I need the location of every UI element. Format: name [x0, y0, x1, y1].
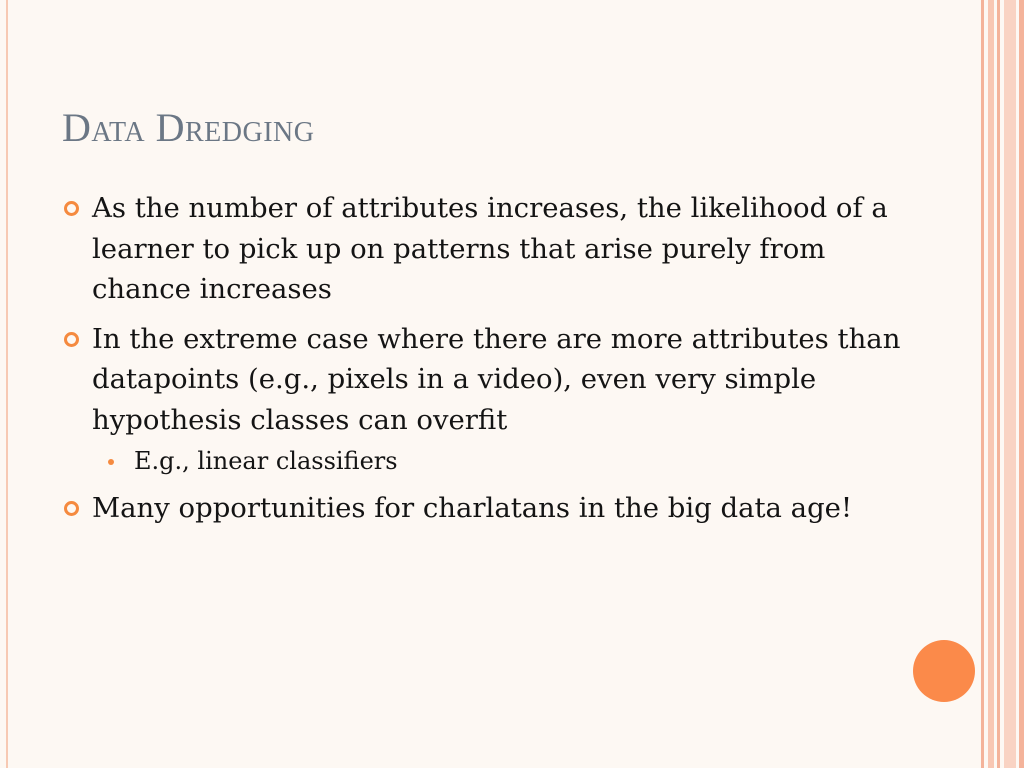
bullet-dot-icon — [108, 459, 114, 465]
bullet-text: In the extreme case where there are more attributes than datapoints (e.g., pixels in a video), even very simple hypothesis classes can overfit — [92, 322, 901, 436]
decorative-stripe — [1019, 0, 1024, 768]
bullet-ring-icon — [64, 332, 79, 347]
bullet-text: Many opportunities for charlatans in the big data age! — [92, 492, 853, 524]
sub-bullet-list — [92, 446, 902, 476]
bullet-text: As the number of attributes increases, the likelihood of a learner to pick up on patterns that arise purely from chance increases — [92, 192, 888, 305]
slide-title: Data Dredging — [62, 105, 315, 150]
decorative-circle — [913, 640, 975, 702]
left-border-line — [6, 0, 8, 768]
decorative-stripe — [981, 0, 984, 768]
bullet-item — [62, 319, 902, 477]
bullet-ring-icon — [64, 201, 79, 216]
sub-bullet-text: E.g., linear classifiers — [134, 447, 398, 475]
decorative-stripe — [988, 0, 994, 768]
bullet-list — [62, 188, 902, 538]
bullet-ring-icon — [64, 501, 79, 516]
decorative-stripe — [997, 0, 1000, 768]
sub-bullet-item — [92, 446, 902, 476]
bullet-item — [62, 488, 902, 529]
decorative-stripe — [1004, 0, 1016, 768]
bullet-item — [62, 188, 902, 310]
